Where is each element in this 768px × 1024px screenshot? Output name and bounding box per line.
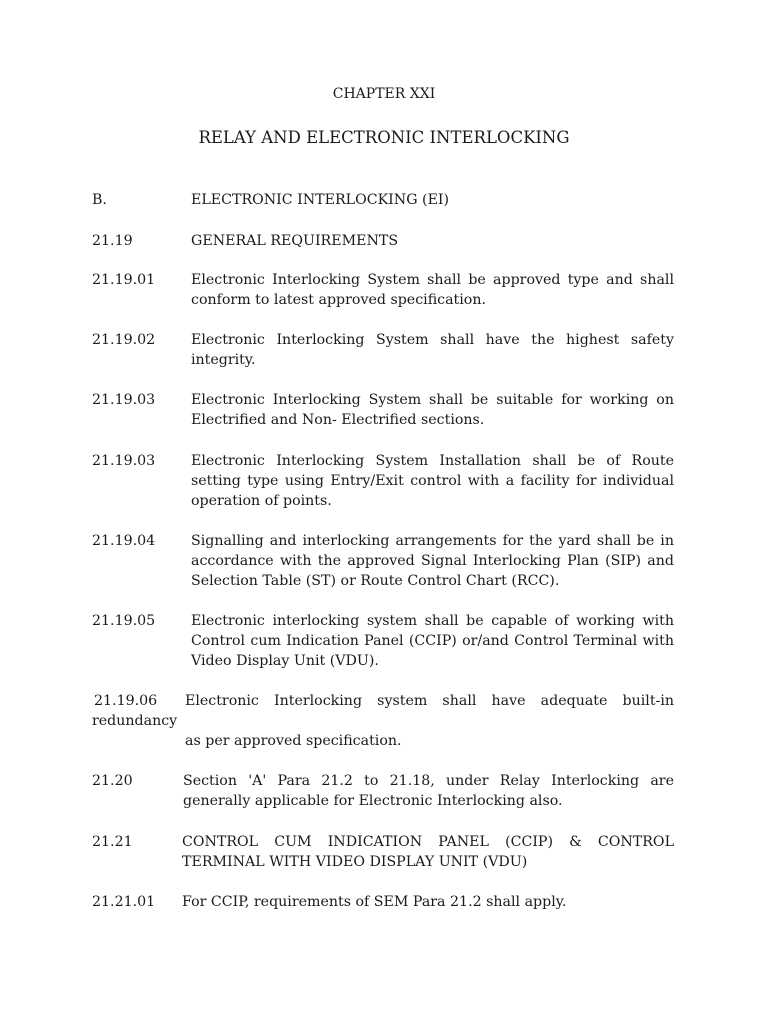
- para-21-19-06-number: 21.19.06: [94, 693, 158, 709]
- para-number: 21.19.05: [92, 613, 156, 629]
- para-text: Electronic Interlocking System shall have the highest safety integrity.: [191, 332, 674, 369]
- para-number: 21.19.04: [92, 533, 156, 549]
- para-text: For CCIP, requirements of SEM Para 21.2 shall apply.: [182, 894, 567, 910]
- para-text: Section 'A' Para 21.2 to 21.18, under Relay Interlocking are generally applicable for Electronic Interlocking also.: [183, 773, 674, 810]
- para-number: 21.19.02: [92, 332, 156, 348]
- para-heading: CONTROL CUM INDICATION PANEL (CCIP) & CONTROL TERMINAL WITH VIDEO DISPLAY UNIT (VDU): [182, 834, 674, 871]
- chapter-heading: CHAPTER XXI: [332, 86, 436, 102]
- para-heading: GENERAL REQUIREMENTS: [191, 233, 399, 249]
- para-number: 21.19: [92, 233, 133, 249]
- para-text: Electronic Interlocking System shall be approved type and shall conform to latest approved specification.: [191, 272, 674, 309]
- chapter-title: RELAY AND ELECTRONIC INTERLOCKING: [198, 128, 570, 147]
- section-number: B.: [92, 192, 107, 208]
- para-number: 21.19.03: [92, 453, 156, 469]
- para-text: Electronic Interlocking System shall be suitable for working on Electrified and Non- Electrified sections.: [191, 392, 674, 429]
- para-number: 21.21.01: [92, 894, 156, 910]
- para-21-19-06-line2: redundancy: [92, 713, 178, 729]
- para-text: Electronic interlocking system shall be capable of working with Control cum Indication Panel (CCIP) or/and Control Terminal with Video Display Unit (VDU).: [191, 613, 674, 670]
- para-number: 21.20: [92, 773, 133, 789]
- para-text: Signalling and interlocking arrangements for the yard shall be in accordance with the approved Signal Interlocking Plan (SIP) and Selection Table (ST) or Route Control Chart (RCC).: [191, 533, 674, 590]
- section-heading: ELECTRONIC INTERLOCKING (EI): [191, 192, 450, 208]
- para-21-19-06-line1: Electronic Interlocking system shall have adequate built-in: [185, 693, 674, 709]
- para-number: 21.19.03: [92, 392, 156, 408]
- para-21-19-06-line3: as per approved specification.: [185, 733, 402, 749]
- para-number: 21.19.01: [92, 272, 156, 288]
- para-number: 21.21: [92, 834, 133, 850]
- para-text: Electronic Interlocking System Installation shall be of Route setting type using Entry/Exit control with a facility for individual operation of points.: [191, 453, 674, 510]
